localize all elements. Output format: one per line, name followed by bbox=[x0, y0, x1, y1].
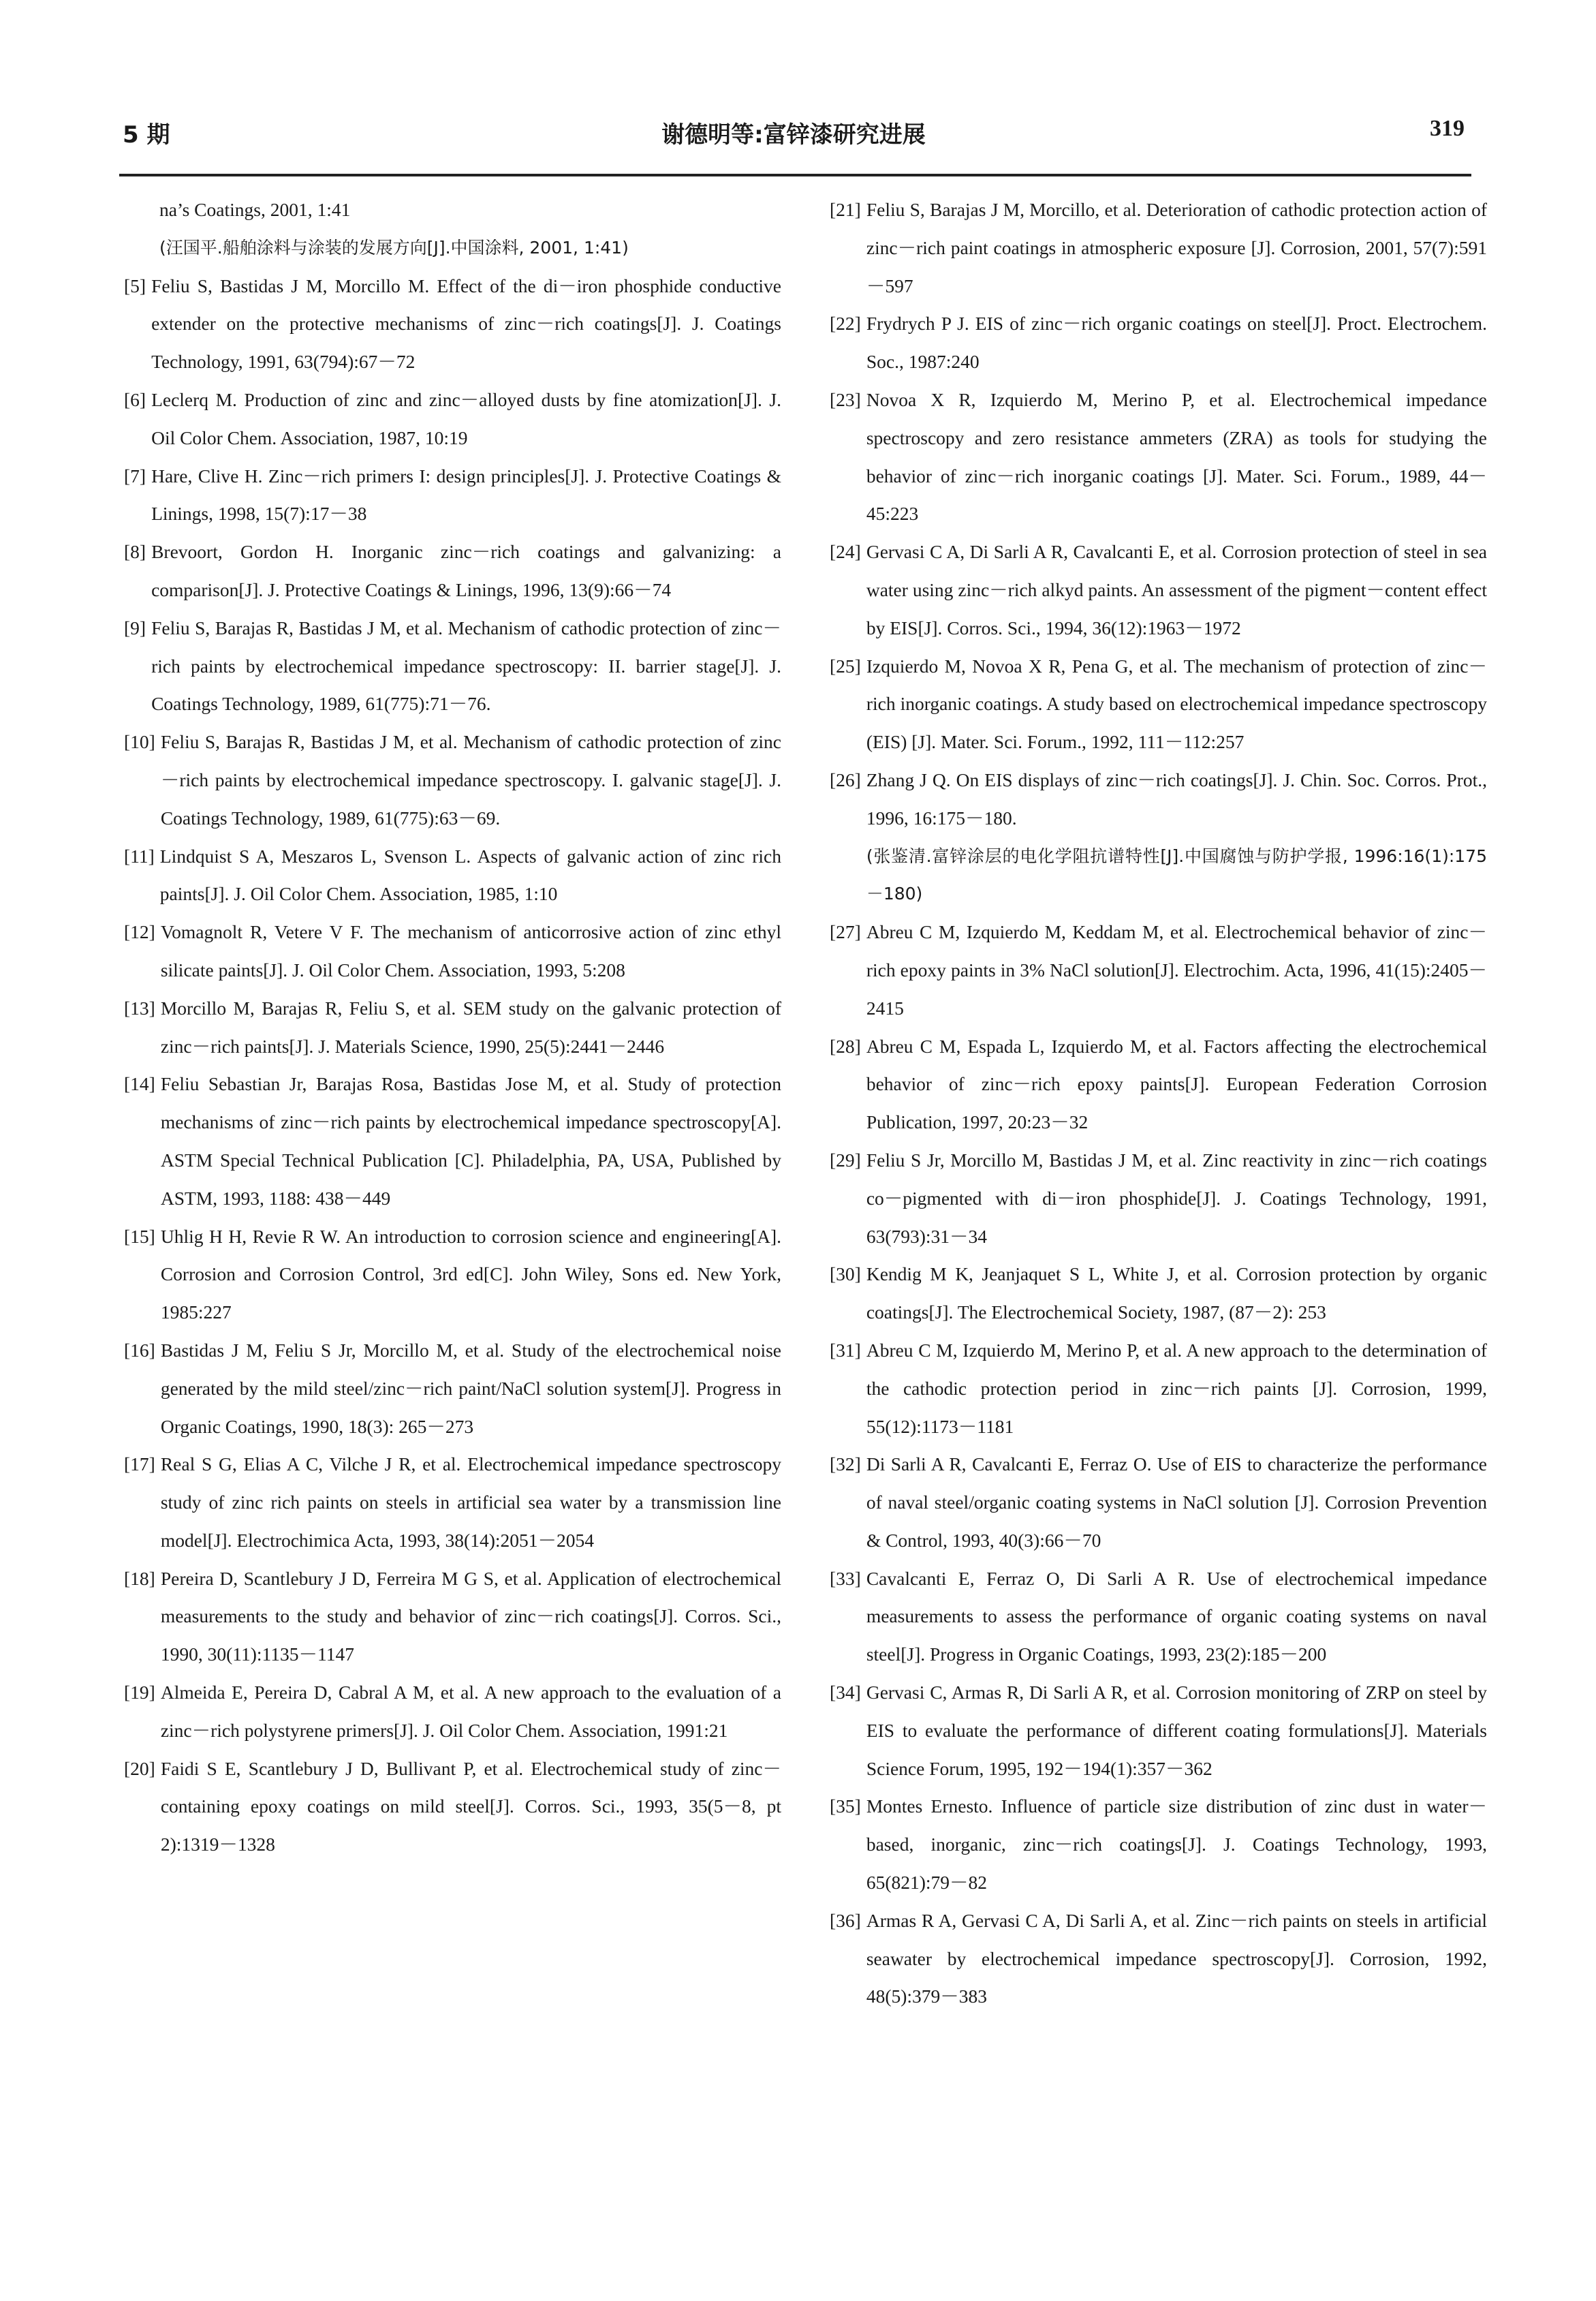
reference-entry bbox=[830, 305, 1487, 381]
reference-citation: Gervasi C, Armas R, Di Sarli A R, et al. Corrosion monitoring of ZRP on steel by EIS to evaluate the performance of different coating formulations[J]. Materials Science Forum, 1995, 192－194(1):357－362 bbox=[866, 1682, 1487, 1779]
continued-reference-chinese: (汪国平.船舶涂料与涂装的发展方向[J].中国涂料, 2001, 1:41) bbox=[159, 237, 629, 258]
reference-number: [23] bbox=[830, 388, 861, 410]
reference-entry bbox=[830, 761, 1487, 913]
reference-entry bbox=[830, 1028, 1487, 1141]
reference-number: [25] bbox=[830, 655, 861, 677]
reference-text bbox=[866, 647, 1487, 761]
reference-citation: Feliu Sebastian Jr, Barajas Rosa, Bastidas Jose M, et al. Study of protection mechanisms of zinc－rich paints by electrochemical impedance spectroscopy[A]. ASTM Special Technical Publication [C]. Philadelphia, PA, USA, Published by ASTM, 1993, 1188: 438－449 bbox=[160, 1073, 781, 1209]
reference-number: [8] bbox=[124, 541, 146, 563]
reference-entry bbox=[124, 1750, 781, 1864]
reference-number: [34] bbox=[830, 1682, 861, 1703]
reference-number: [12] bbox=[124, 921, 155, 943]
reference-text bbox=[161, 723, 781, 837]
reference-number: [21] bbox=[830, 199, 861, 220]
reference-entry bbox=[830, 191, 1487, 305]
reference-citation: Almeida E, Pereira D, Cabral A M, et al. A new approach to the evaluation of a zinc－rich polystyrene primers[J]. J. Oil Color Chem. Association, 1991:21 bbox=[160, 1682, 781, 1741]
reference-entry bbox=[124, 267, 781, 381]
reference-citation: Armas R A, Gervasi C A, Di Sarli A, et al. Zinc－rich paints on steels in artificial seawater by electrochemical impedance spectroscopy[J]. Corrosion, 1992, 48(5):379－383 bbox=[866, 1909, 1487, 2007]
reference-text bbox=[151, 609, 781, 723]
reference-entry bbox=[830, 1902, 1487, 2016]
reference-entry bbox=[124, 723, 781, 837]
continued-reference: na’s Coatings, 2001, 1:41 bbox=[159, 199, 351, 220]
reference-number: [22] bbox=[830, 313, 861, 335]
reference-entry bbox=[124, 1218, 781, 1331]
reference-entry bbox=[124, 1065, 781, 1217]
reference-entry bbox=[124, 837, 781, 914]
left-column bbox=[124, 191, 781, 1864]
reference-text bbox=[161, 1065, 781, 1217]
reference-entry bbox=[124, 1560, 781, 1673]
reference-entry bbox=[124, 1673, 781, 1750]
reference-number: [32] bbox=[830, 1453, 861, 1475]
reference-number: [13] bbox=[124, 997, 155, 1019]
reference-citation: Abreu C M, Espada L, Izquierdo M, et al. Factors affecting the electrochemical behavior of zinc－rich epoxy paints[J]. European Federation Corrosion Publication, 1997, 20:23－32 bbox=[866, 1035, 1487, 1133]
reference-number: [9] bbox=[124, 617, 146, 638]
reference-number: [6] bbox=[124, 388, 146, 410]
reference-entry bbox=[830, 1255, 1487, 1331]
reference-number: [33] bbox=[830, 1567, 861, 1589]
reference-citation: Frydrych P J. EIS of zinc－rich organic coatings on steel[J]. Proct. Electrochem. Soc., 1987:240 bbox=[866, 313, 1487, 373]
reference-citation: Abreu C M, Izquierdo M, Merino P, et al. A new approach to the determination of the cathodic protection period in zinc－rich paints [J]. Corrosion, 1999, 55(12):1173－1181 bbox=[866, 1339, 1487, 1437]
reference-citation: Feliu S, Barajas R, Bastidas J M, et al. Mechanism of cathodic protection of zinc－rich paints by electrochemical impedance spectroscopy. I. galvanic stage[J]. J. Coatings Technology, 1989, 61(775):63－69. bbox=[160, 731, 781, 829]
reference-text bbox=[161, 1331, 781, 1445]
reference-citation: Morcillo M, Barajas R, Feliu S, et al. SEM study on the galvanic protection of zinc－rich paints[J]. J. Materials Science, 1990, 25(5):2441－2446 bbox=[160, 997, 781, 1057]
reference-entry bbox=[124, 533, 781, 609]
reference-entry bbox=[830, 913, 1487, 1027]
reference-text bbox=[866, 191, 1487, 305]
reference-number: [20] bbox=[124, 1757, 155, 1779]
reference-citation: Faidi S E, Scantlebury J D, Bullivant P, et al. Electrochemical study of zinc－containing epoxy coatings on mild steel[J]. Corros. Sci., 1993, 35(5－8, pt 2):1319－1328 bbox=[160, 1757, 781, 1855]
reference-text bbox=[161, 1673, 781, 1750]
reference-number: [11] bbox=[124, 845, 155, 867]
reference-text bbox=[161, 1218, 781, 1331]
reference-text bbox=[866, 1028, 1487, 1141]
reference-citation: Lindquist S A, Meszaros L, Svenson L. Aspects of galvanic action of zinc rich paints[J]. J. Oil Color Chem. Association, 1985, 1:10 bbox=[159, 845, 781, 905]
reference-citation: Montes Ernesto. Influence of particle size distribution of zinc dust in water－based, inorganic, zinc－rich coatings[J]. J. Coatings Technology, 1993, 65(821):79－82 bbox=[866, 1795, 1487, 1894]
reference-citation: Leclerq M. Production of zinc and zinc－alloyed dusts by fine atomization[J]. J. Oil Color Chem. Association, 1987, 10:19 bbox=[151, 388, 781, 448]
reference-text bbox=[866, 1673, 1487, 1787]
reference-citation: Zhang J Q. On EIS displays of zinc－rich coatings[J]. J. Chin. Soc. Corros. Prot., 1996, 16:175－180. bbox=[866, 769, 1487, 829]
reference-entry bbox=[830, 647, 1487, 761]
reference-citation: Kendig M K, Jeanjaquet S L, White J, et al. Corrosion protection by organic coatings[J]. The Electrochemical Society, 1987, (87－2): 253 bbox=[866, 1263, 1487, 1323]
reference-citation: Hare, Clive H. Zinc－rich primers I: design principles[J]. J. Protective Coatings & Linings, 1998, 15(7):17－38 bbox=[151, 465, 781, 525]
reference-text bbox=[866, 1787, 1487, 1901]
reference-citation: Feliu S, Bastidas J M, Morcillo M. Effect of the di－iron phosphide conductive extender on the protective mechanisms of zinc－rich coatings[J]. J. Coatings Technology, 1991, 63(794):67－72 bbox=[151, 275, 781, 373]
reference-number: [35] bbox=[830, 1795, 861, 1817]
reference-citation: Uhlig H H, Revie R W. An introduction to corrosion science and engineering[A]. Corrosion and Corrosion Control, 3rd ed[C]. John Wiley, Sons ed. New York, 1985:227 bbox=[160, 1225, 781, 1323]
reference-chinese-translation: (张鉴清.富锌涂层的电化学阻抗谱特性[J].中国腐蚀与防护学报, 1996:16(1):175－180) bbox=[866, 846, 1487, 904]
reference-citation: Brevoort, Gordon H. Inorganic zinc－rich coatings and galvanizing: a comparison[J]. J. Protective Coatings & Linings, 1996, 13(9):66－74 bbox=[151, 541, 781, 600]
reference-entry bbox=[830, 1141, 1487, 1255]
reference-entry bbox=[124, 989, 781, 1066]
reference-citation: Cavalcanti E, Ferraz O, Di Sarli A R. Use of electrochemical impedance measurements to assess the performance of organic coating systems on naval steel[J]. Progress in Organic Coatings, 1993, 23(2):185－200 bbox=[866, 1567, 1487, 1665]
reference-citation: Abreu C M, Izquierdo M, Keddam M, et al. Electrochemical behavior of zinc－rich epoxy paints in 3% NaCl solution[J]. Electrochim. Acta, 1996, 41(15):2405－2415 bbox=[866, 921, 1487, 1019]
reference-citation: Izquierdo M, Novoa X R, Pena G, et al. The mechanism of protection of zinc－rich inorganic coatings. A study based on electrochemical impedance spectroscopy (EIS) [J]. Mater. Sci. Forum., 1992, 111－112:257 bbox=[866, 655, 1487, 753]
reference-text bbox=[866, 381, 1487, 533]
reference-text bbox=[866, 761, 1487, 913]
right-column bbox=[830, 191, 1487, 2016]
reference-number: [15] bbox=[124, 1225, 155, 1247]
reference-number: [16] bbox=[124, 1339, 155, 1361]
reference-text bbox=[151, 267, 781, 381]
reference-entry bbox=[830, 1560, 1487, 1673]
reference-text bbox=[866, 1445, 1487, 1559]
reference-citation: Real S G, Elias A C, Vilche J R, et al. Electrochemical impedance spectroscopy study of zinc rich paints on steels in artificial sea water by a transmission line model[J]. Electrochimica Acta, 1993, 38(14):2051－2054 bbox=[160, 1453, 781, 1551]
reference-number: [17] bbox=[124, 1453, 155, 1475]
reference-entry bbox=[124, 913, 781, 989]
reference-entry bbox=[124, 457, 781, 534]
page-number: 319 bbox=[1430, 116, 1465, 141]
reference-text bbox=[151, 381, 781, 457]
reference-entry bbox=[830, 1673, 1487, 1787]
running-title: 谢德明等:富锌漆研究进展 bbox=[661, 121, 926, 149]
reference-text bbox=[866, 1331, 1487, 1445]
reference-citation: Gervasi C A, Di Sarli A R, Cavalcanti E, et al. Corrosion protection of steel in sea water using zinc－rich alkyd paints. An assessment of the pigment－content effect by EIS[J]. Corros. Sci., 1994, 36(12):1963－1972 bbox=[866, 541, 1487, 638]
reference-citation: Di Sarli A R, Cavalcanti E, Ferraz O. Use of EIS to characterize the performance of naval steel/organic coating systems in NaCl solution [J]. Corrosion Prevention & Control, 1993, 40(3):66－70 bbox=[866, 1453, 1487, 1551]
reference-citation: Feliu S, Barajas R, Bastidas J M, et al. Mechanism of cathodic protection of zinc－rich paints by electrochemical impedance spectroscopy: II. barrier stage[J]. J. Coatings Technology, 1989, 61(775):71－76. bbox=[151, 617, 781, 715]
issue-number: 5 期 bbox=[123, 121, 170, 149]
reference-number: [10] bbox=[124, 731, 155, 753]
reference-entry bbox=[124, 1445, 781, 1559]
reference-entry bbox=[830, 533, 1487, 647]
reference-text bbox=[151, 533, 781, 609]
reference-entry bbox=[124, 381, 781, 457]
reference-text bbox=[161, 1445, 781, 1559]
header-rule bbox=[119, 174, 1471, 176]
reference-citation: Pereira D, Scantlebury J D, Ferreira M G S, et al. Application of electrochemical measurements to the study and behavior of zinc－rich coatings[J]. Corros. Sci., 1990, 30(11):1135－1147 bbox=[160, 1567, 781, 1665]
reference-citation: Feliu S, Barajas J M, Morcillo, et al. Deterioration of cathodic protection action of zinc－rich paint coatings in atmospheric exposure [J]. Corrosion, 2001, 57(7):591－597 bbox=[866, 199, 1487, 296]
reference-text bbox=[866, 1902, 1487, 2016]
reference-number: [31] bbox=[830, 1339, 861, 1361]
reference-text bbox=[866, 533, 1487, 647]
reference-entry bbox=[830, 1787, 1487, 1901]
reference-number: [5] bbox=[124, 275, 146, 296]
reference-entry bbox=[124, 1331, 781, 1445]
reference-text bbox=[161, 1750, 781, 1864]
reference-text bbox=[866, 1560, 1487, 1673]
reference-number: [7] bbox=[124, 465, 146, 487]
reference-text bbox=[161, 913, 781, 989]
reference-number: [26] bbox=[830, 769, 861, 790]
reference-text bbox=[151, 457, 781, 534]
reference-text bbox=[866, 305, 1487, 381]
reference-number: [27] bbox=[830, 921, 861, 943]
reference-number: [19] bbox=[124, 1682, 155, 1703]
reference-text bbox=[866, 1255, 1487, 1331]
reference-list-left bbox=[124, 267, 781, 1864]
reference-text bbox=[161, 989, 781, 1066]
reference-entry bbox=[830, 381, 1487, 533]
reference-text bbox=[866, 913, 1487, 1027]
reference-list-right bbox=[830, 191, 1487, 2016]
reference-number: [36] bbox=[830, 1909, 861, 1931]
reference-number: [24] bbox=[830, 541, 861, 563]
reference-citation: Vomagnolt R, Vetere V F. The mechanism of anticorrosive action of zinc ethyl silicate paints[J]. J. Oil Color Chem. Association, 1993, 5:208 bbox=[160, 921, 781, 980]
running-header bbox=[123, 116, 1465, 154]
reference-text bbox=[866, 1141, 1487, 1255]
reference-citation: Novoa X R, Izquierdo M, Merino P, et al. Electrochemical impedance spectroscopy and zero resistance ammeters (ZRA) as tools for studying the behavior of zinc－rich inorganic coatings [J]. Mater. Sci. Forum., 1989, 44－45:223 bbox=[866, 388, 1487, 525]
reference-number: [30] bbox=[830, 1263, 861, 1285]
reference-entry bbox=[124, 609, 781, 723]
reference-number: [28] bbox=[830, 1035, 861, 1057]
reference-number: [14] bbox=[124, 1073, 155, 1095]
reference-entry bbox=[830, 1331, 1487, 1445]
reference-number: [29] bbox=[830, 1149, 861, 1171]
reference-citation: Feliu S Jr, Morcillo M, Bastidas J M, et al. Zinc reactivity in zinc－rich coatings co－pigmented with di－iron phosphide[J]. J. Coatings Technology, 1991, 63(793):31－34 bbox=[866, 1149, 1487, 1247]
reference-text bbox=[160, 837, 781, 914]
reference-text bbox=[161, 1560, 781, 1673]
reference-entry bbox=[830, 1445, 1487, 1559]
reference-citation: Bastidas J M, Feliu S Jr, Morcillo M, et al. Study of the electrochemical noise generated by the mild steel/zinc－rich paint/NaCl solution system[J]. Progress in Organic Coatings, 1990, 18(3): 265－273 bbox=[160, 1339, 781, 1437]
reference-number: [18] bbox=[124, 1567, 155, 1589]
